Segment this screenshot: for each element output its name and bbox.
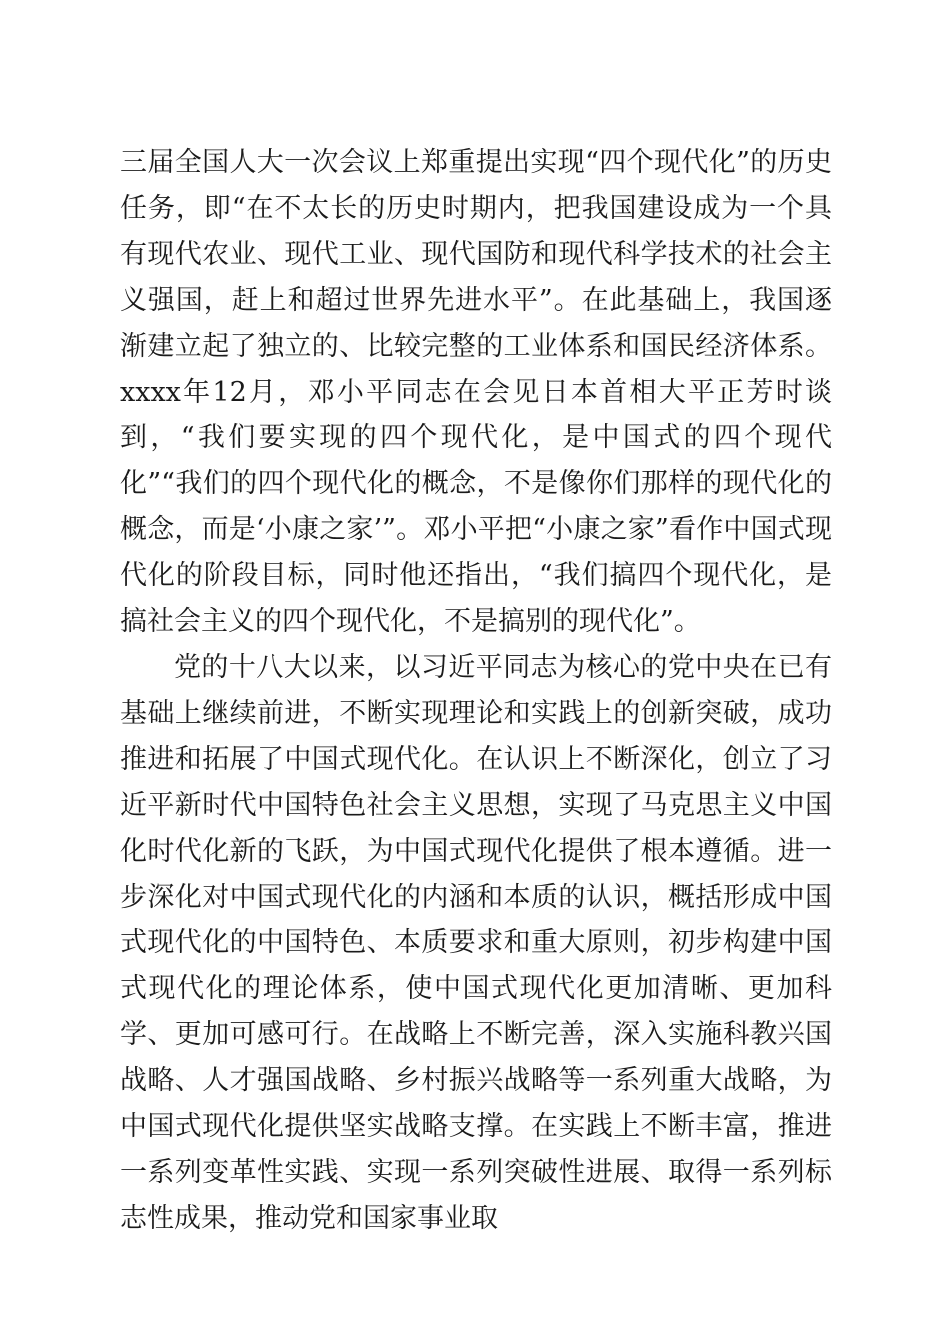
paragraph-party-eighteenth-congress: 党的十八大以来，以习近平同志为核心的党中央在已有基础上继续前进，不断实现理论和实践上的创新突破，成功推进和拓展了中国式现代化。在认识上不断深化，创立了习近平新时代中国特色社会主义思想，实现了马克思主义中国化时代化新的飞跃，为中国式现代化提供了根本遵循。进一步深化对中国式现代化的内涵和本质的认识，概括形成中国式现代化的中国特色、本质要求和重大原则，初步构建中国式现代化的理论体系，使中国式现代化更加清晰、更加科学、更加可感可行。在战略上不断完善，深入实施科教兴国战略、人才强国战略、乡村振兴战略等一系列重大战略，为中国式现代化提供坚实战略支撑。在实践上不断丰富，推进一系列变革性实践、实现一系列突破性进展、取得一系列标志性成果，推动党和国家事业取 <box>120 651 832 1234</box>
document-body <box>120 140 832 1242</box>
paragraph-continued: 三届全国人大一次会议上郑重提出实现“四个现代化”的历史任务，即“在不太长的历史时期内，把我国建设成为一个具有现代农业、现代工业、现代国防和现代科学技术的社会主义强国，赶上和超过世界先进水平”。在此基础上，我国逐渐建立起了独立的、比较完整的工业体系和国民经济体系。xxxx年12月，邓小平同志在会见日本首相大平正芳时谈到，“我们要实现的四个现代化，是中国式的四个现代化”“我们的四个现代化的概念，不是像你们那样的现代化的概念，而是‘小康之家’”。邓小平把“小康之家”看作中国式现代化的阶段目标，同时他还指出，“我们搞四个现代化，是搞社会主义的四个现代化，不是搞别的现代化”。 <box>120 147 832 638</box>
